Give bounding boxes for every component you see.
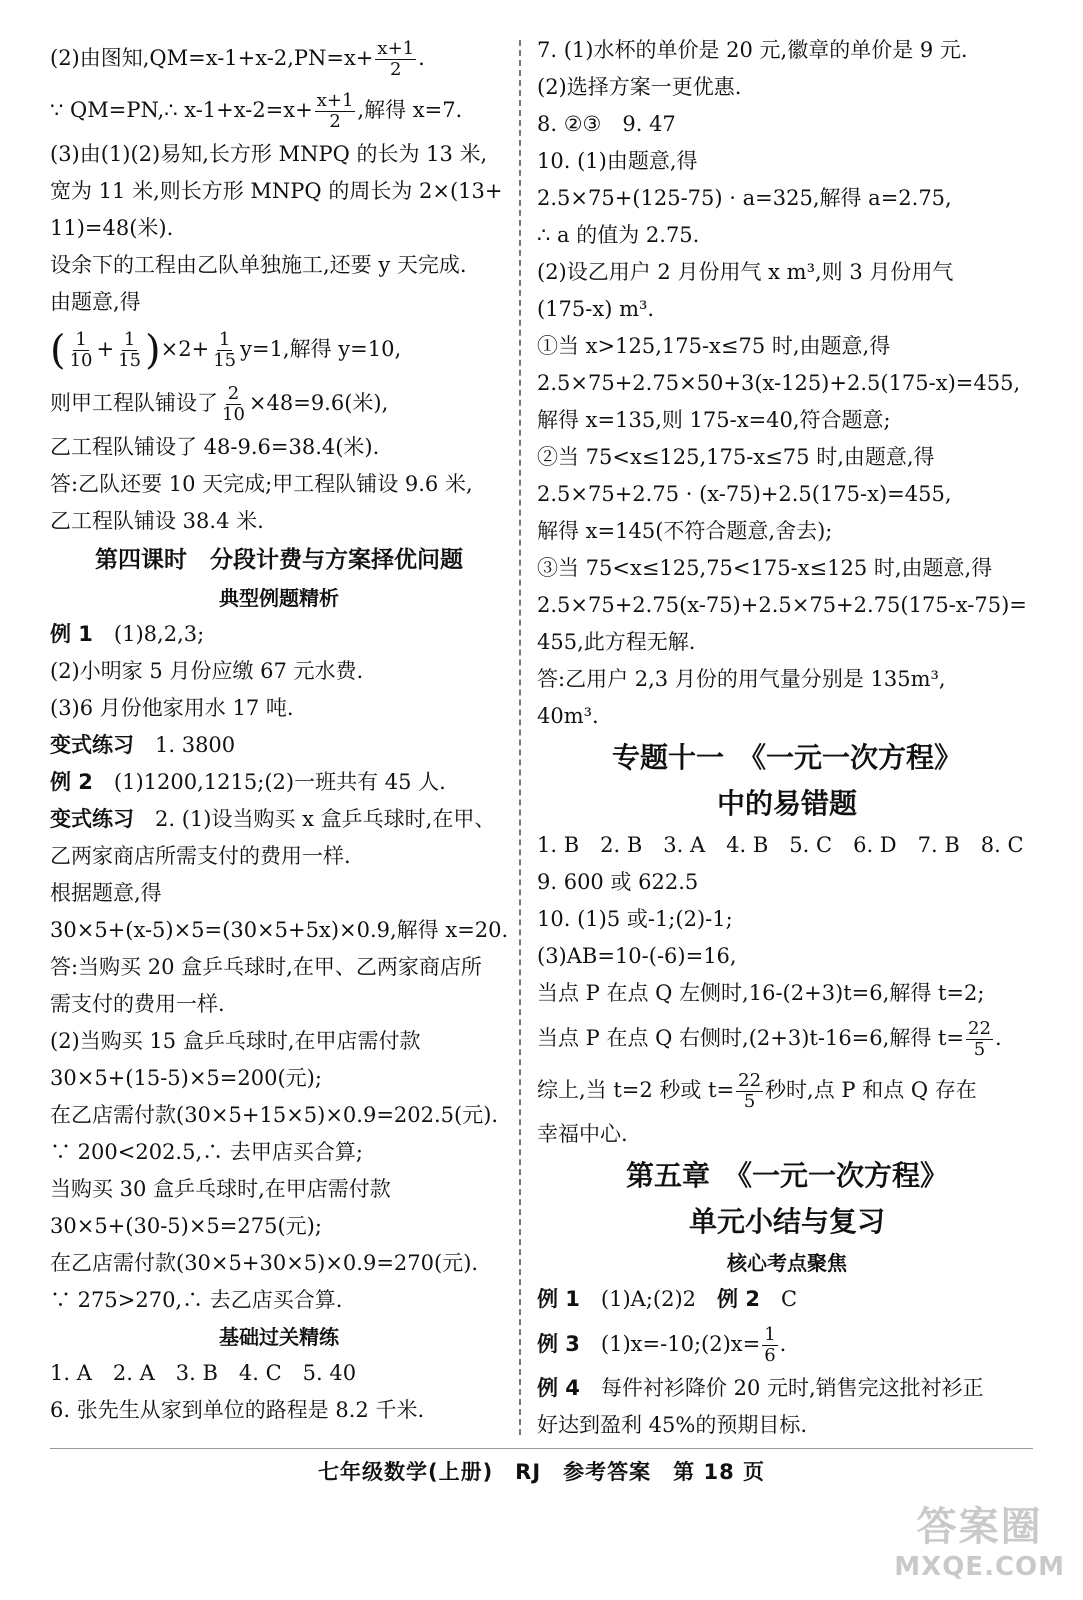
variant-line: 30×5+(30-5)×5=275(元); bbox=[50, 1214, 322, 1238]
variant-line: ∵ 200<202.5,∴ 去甲店买合算; bbox=[50, 1140, 363, 1164]
left-line-3: (3)由(1)(2)易知,长方形 MNPQ 的长为 13 米, bbox=[50, 142, 488, 166]
column-divider bbox=[519, 40, 521, 1435]
topic-line: (3)AB=10-(-6)=16, bbox=[537, 944, 737, 968]
footer-rule bbox=[50, 1448, 1033, 1449]
right-line: (2)选择方案一更优惠. bbox=[537, 75, 742, 99]
variant-line: 30×5+(15-5)×5=200(元); bbox=[50, 1066, 322, 1090]
core-example-1-2: 例 1 (1)A;(2)2 例 2 C bbox=[537, 1287, 798, 1311]
left-line-9: 则甲工程队铺设了 $\frac{2}{10}$ ×48=9.6(米), bbox=[50, 383, 389, 425]
left-line-7: 由题意,得 bbox=[50, 290, 141, 314]
subsection-title-examples: 典型例题精析 bbox=[219, 586, 339, 610]
section-title-topic-11-sub: 中的易错题 bbox=[716, 787, 857, 820]
variant-line: ∵ 275>270,∴ 去乙店买合算. bbox=[50, 1288, 343, 1312]
right-line: 答:乙用户 2,3 月份的用气量分别是 135m³, bbox=[537, 667, 946, 691]
left-line-12: 乙工程队铺设 38.4 米. bbox=[50, 509, 264, 533]
section-title-chapter-5: 第五章 《一元一次方程》 bbox=[625, 1159, 948, 1192]
page-footer: 七年级数学(上册) RJ 参考答案 第 18 页 bbox=[317, 1460, 766, 1484]
variant-line: 需支付的费用一样. bbox=[50, 992, 225, 1016]
variant-practice-1: 变式练习 1. 3800 bbox=[50, 733, 236, 757]
example-1: 例 1 (1)8,2,3; bbox=[50, 622, 205, 646]
topic-line: 当点 P 在点 Q 左侧时,16-(2+3)t=6,解得 t=2; bbox=[537, 981, 985, 1005]
right-line: 2.5×75+2.75 · (x-75)+2.5(175-x)=455, bbox=[537, 482, 952, 506]
example-2: 例 2 (1)1200,1215;(2)一班共有 45 人. bbox=[50, 770, 446, 794]
left-line-5: 11)=48(米). bbox=[50, 216, 174, 240]
core-example-3: 例 3 (1)x=-10;(2)x= $\frac{1}{6}$ . bbox=[537, 1324, 787, 1366]
topic-answer-10: 10. (1)5 或-1;(2)-1; bbox=[537, 907, 733, 931]
right-line: 解得 x=135,则 175-x=40,符合题意; bbox=[537, 408, 891, 432]
variant-line: 当购买 30 盒乒乓球时,在甲店需付款 bbox=[50, 1177, 391, 1201]
variant-line: 在乙店需付款(30×5+30×5)×0.9=270(元). bbox=[50, 1251, 479, 1275]
topic-line-fraction: 当点 P 在点 Q 右侧时,(2+3)t-16=6,解得 t= $\frac{22}{5}$ . bbox=[537, 1018, 1002, 1060]
section-title-chapter-5-sub: 单元小结与复习 bbox=[688, 1205, 885, 1238]
left-line-1: (2)由图知,QM=x-1+x-2,PN=x+ $\frac{x+1}{2}$ . bbox=[50, 38, 425, 80]
section-title-topic-11: 专题十一 《一元一次方程》 bbox=[611, 741, 962, 774]
variant-line: 30×5+(x-5)×5=(30×5+5x)×0.9,解得 x=20. bbox=[50, 918, 509, 942]
right-line: 解得 x=145(不符合题意,舍去); bbox=[537, 519, 833, 543]
left-line-6: 设余下的工程由乙队单独施工,还要 y 天完成. bbox=[50, 253, 467, 277]
right-line: 40m³. bbox=[537, 704, 599, 728]
example-1-part-3: (3)6 月份他家用水 17 吨. bbox=[50, 696, 294, 720]
basic-answers-1-5: 1. A 2. A 3. B 4. C 5. 40 bbox=[50, 1361, 357, 1385]
left-line-4: 宽为 11 米,则长方形 MNPQ 的周长为 2×(13+ bbox=[50, 179, 503, 203]
watermark-logo: 答案圈 MXQE.COM bbox=[894, 1504, 1065, 1582]
right-line: ①当 x>125,175-x≤75 时,由题意,得 bbox=[537, 334, 891, 358]
variant-line: 乙两家商店所需支付的费用一样. bbox=[50, 844, 351, 868]
right-line: 7. (1)水杯的单价是 20 元,徽章的单价是 9 元. bbox=[537, 38, 968, 62]
variant-line: 根据题意,得 bbox=[50, 881, 162, 905]
core-example-4-cont: 好达到盈利 45%的预期目标. bbox=[537, 1413, 808, 1437]
variant-line: (2)当购买 15 盒乒乓球时,在甲店需付款 bbox=[50, 1029, 421, 1053]
topic-line-fraction: 综上,当 t=2 秒或 t= $\frac{22}{5}$ 秒时,点 P 和点 Q 存在 bbox=[537, 1070, 977, 1112]
right-line: ③当 75<x≤125,75<175-x≤125 时,由题意,得 bbox=[537, 556, 993, 580]
right-line: (2)设乙用户 2 月份用气 x m³,则 3 月份用气 bbox=[537, 260, 954, 284]
right-line: (175-x) m³. bbox=[537, 297, 655, 321]
variant-practice-2: 变式练习 2. (1)设当购买 x 盒乒乓球时,在甲、 bbox=[50, 807, 496, 831]
topic-answers-1-8: 1. B 2. B 3. A 4. B 5. C 6. D 7. B 8. C bbox=[537, 833, 1024, 857]
topic-answer-9: 9. 600 或 622.5 bbox=[537, 870, 699, 894]
right-column bbox=[537, 32, 1037, 1444]
right-line: 2.5×75+2.75×50+3(x-125)+2.5(175-x)=455, bbox=[537, 371, 1021, 395]
topic-line: 幸福中心. bbox=[537, 1122, 628, 1146]
core-example-4: 例 4 每件衬衫降价 20 元时,销售完这批衬衫正 bbox=[537, 1376, 984, 1400]
section-title-lesson-4: 第四课时 分段计费与方案择优问题 bbox=[95, 547, 463, 573]
variant-line: 答:当购买 20 盒乒乓球时,在甲、乙两家商店所 bbox=[50, 955, 482, 979]
left-column bbox=[50, 32, 508, 1429]
right-line: ∴ a 的值为 2.75. bbox=[537, 223, 700, 247]
basic-answer-6: 6. 张先生从家到单位的路程是 8.2 千米. bbox=[50, 1398, 425, 1422]
left-line-10: 乙工程队铺设了 48-9.6=38.4(米). bbox=[50, 435, 380, 459]
variant-line: 在乙店需付款(30×5+15×5)×0.9=202.5(元). bbox=[50, 1103, 499, 1127]
subsection-title-basic-practice: 基础过关精练 bbox=[219, 1325, 339, 1349]
right-line: 455,此方程无解. bbox=[537, 630, 696, 654]
subsection-title-core-points: 核心考点聚焦 bbox=[727, 1251, 847, 1275]
right-line: 2.5×75+(125-75) · a=325,解得 a=2.75, bbox=[537, 186, 952, 210]
right-line: 2.5×75+2.75(x-75)+2.5×75+2.75(175-x-75)= bbox=[537, 593, 1027, 617]
left-line-11: 答:乙队还要 10 天完成;甲工程队铺设 9.6 米, bbox=[50, 472, 473, 496]
left-line-2: ∵ QM=PN,∴ x-1+x-2=x+ $\frac{x+1}{2}$ ,解得 x=7. bbox=[50, 90, 463, 132]
right-line: 10. (1)由题意,得 bbox=[537, 149, 698, 173]
example-1-part-2: (2)小明家 5 月份应缴 67 元水费. bbox=[50, 659, 364, 683]
right-line: 8. ②③ 9. 47 bbox=[537, 112, 676, 136]
right-line: ②当 75<x≤125,175-x≤75 时,由题意,得 bbox=[537, 445, 935, 469]
left-line-8-equation: ( $\frac{1}{10}$ + $\frac{1}{15}$ )×2+ $\frac{1}{15}$ y=1,解得 y=10, bbox=[50, 327, 402, 374]
